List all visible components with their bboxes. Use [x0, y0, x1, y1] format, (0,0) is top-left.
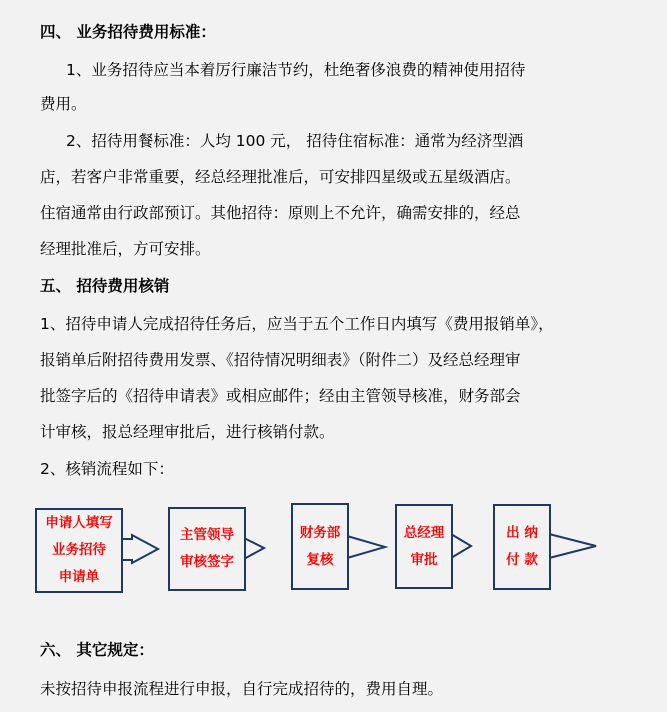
paragraph-line: 2、招待用餐标准：人均 100 元， 招待住宿标准：通常为经济型酒 — [66, 132, 524, 150]
flow-step-finance — [291, 503, 349, 590]
flow-text: 申请单 — [58, 569, 100, 585]
flow-step-cashier — [493, 504, 551, 590]
arrow-2 — [244, 538, 264, 559]
flow-text: 审批 — [410, 551, 438, 568]
flow-text: 业务招待 — [52, 542, 106, 558]
arrow-1 — [121, 535, 158, 563]
arrow-5 — [549, 534, 596, 558]
flow-text: 财务部 — [299, 524, 341, 541]
paragraph-line: 2、核销流程如下： — [40, 460, 174, 478]
section-heading-5: 五、 招待费用核销 — [40, 277, 170, 295]
flow-text: 审核签字 — [180, 554, 234, 570]
paragraph-line: 批签字后的《招待申请表》或相应邮件；经由主管领导核准，财务部会 — [40, 387, 521, 405]
flow-step-apply — [35, 508, 123, 593]
paragraph-line: 1、业务招待应当本着厉行廉洁节约，杜绝奢侈浪费的精神使用招待 — [66, 61, 526, 79]
paragraph-line: 计审核，报总经理审批后，进行核销付款。 — [40, 423, 335, 441]
flow-text: 出 纳 — [506, 525, 538, 541]
flow-text: 总经理 — [403, 524, 445, 541]
flow-text: 复核 — [306, 551, 334, 568]
section-heading-4: 四、 业务招待费用标准： — [40, 23, 216, 41]
paragraph-line: 店，若客户非常重要，经总经理批准后，可安排四星级或五星级酒店。 — [40, 168, 521, 186]
paragraph-line: 住宿通常由行政部预订。其他招待：原则上不允许，确需安排的，经总 — [40, 204, 521, 222]
paragraph-line: 1、招待申请人完成招待任务后，应当于五个工作日内填写《费用报销单》， — [40, 315, 554, 333]
flow-text: 主管领导 — [180, 527, 234, 543]
arrow-3 — [347, 536, 385, 558]
flow-text: 申请人填写 — [45, 515, 113, 531]
paragraph-line: 经理批准后，方可安排。 — [40, 240, 211, 258]
arrow-4 — [451, 534, 471, 558]
flow-step-supervisor — [168, 507, 246, 591]
paragraph-line: 未按招待申报流程进行申报，自行完成招待的，费用自理。 — [40, 680, 444, 698]
flow-step-gm — [395, 504, 453, 589]
section-heading-6: 六、 其它规定： — [40, 641, 154, 659]
paragraph-line: 费用。 — [40, 95, 87, 113]
flow-text: 付 款 — [506, 552, 538, 568]
paragraph-line: 报销单后附招待费用发票、《招待情况明细表》（附件二）及经总经理审 — [40, 351, 521, 369]
